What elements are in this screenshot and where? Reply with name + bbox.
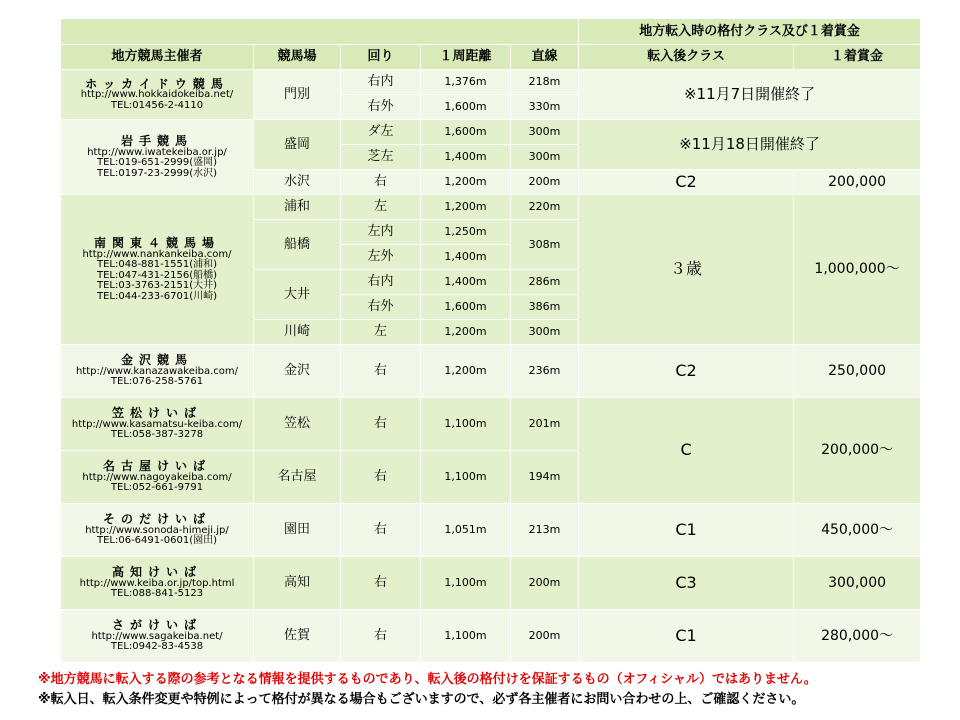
header-group-title: 地方転入時の格付クラス及び１着賞金 — [579, 19, 921, 45]
distance: 1,400m — [421, 270, 511, 295]
col-class: 転入後クラス — [579, 45, 794, 70]
direction: 右 — [341, 557, 421, 610]
course-kasamatsu: 笠松 — [254, 398, 341, 451]
organizer-iwate — [61, 120, 254, 195]
col-distance: １周距離 — [421, 45, 511, 70]
organizer-url[interactable]: http://www.sonoda-himeji.jp/ — [85, 524, 229, 536]
distance: 1,051m — [421, 504, 511, 557]
straight: 201m — [511, 398, 579, 451]
organizer-url[interactable]: http://www.nagoyakeiba.com/ — [82, 471, 232, 483]
direction: 右 — [341, 170, 421, 195]
straight: 236m — [511, 345, 579, 398]
class-kochi: C3 — [579, 557, 794, 610]
distance: 1,100m — [421, 610, 511, 663]
prize-tokai: 200,000～ — [794, 398, 921, 504]
straight: 286m — [511, 270, 579, 295]
prize-kanazawa: 250,000 — [794, 345, 921, 398]
organizer-tel: TEL:0942-83-4538 — [110, 641, 204, 653]
course-urawa: 浦和 — [254, 195, 341, 220]
organizer-name: 南関東４競馬場 — [93, 235, 220, 250]
straight: 218m — [511, 70, 579, 95]
direction: 左内 — [341, 220, 421, 245]
prize-saga: 280,000～ — [794, 610, 921, 663]
organizer-kasamatsu — [61, 398, 254, 451]
organizer-tel: TEL:044-233-6701(川崎) — [96, 290, 217, 302]
organizer-saga — [61, 610, 254, 663]
class-minami-kanto: ３歳 — [579, 195, 794, 345]
organizer-tel: TEL:0197-23-2999(水沢) — [96, 167, 217, 179]
organizer-url[interactable]: http://www.kanazawakeiba.com/ — [75, 365, 239, 377]
distance: 1,200m — [421, 170, 511, 195]
direction: 左 — [341, 195, 421, 220]
direction: 右 — [341, 451, 421, 504]
organizer-name: 名古屋けいば — [102, 459, 211, 474]
class-mizusawa: C2 — [579, 170, 794, 195]
col-direction: 回り — [341, 45, 421, 70]
organizer-url[interactable]: http://www.kasamatsu-keiba.com/ — [71, 418, 243, 430]
straight: 220m — [511, 195, 579, 220]
col-straight: 直線 — [511, 45, 579, 70]
organizer-sonoda — [61, 504, 254, 557]
course-funabashi: 船橋 — [254, 220, 341, 270]
distance: 1,400m — [421, 145, 511, 170]
organizer-name: そのだけいば — [102, 512, 211, 527]
distance: 1,600m — [421, 295, 511, 320]
contact-note: ※転入日、転入条件変更や特例によって格付が異なる場合もございますので、必ず各主催者にお問い合わせの上、ご確認ください。 — [38, 692, 805, 707]
organizer-tel: TEL:076-258-5761 — [110, 376, 204, 388]
course-monbetsu: 門別 — [254, 70, 341, 120]
prize-minami-kanto: 1,000,000～ — [794, 195, 921, 345]
straight: 300m — [511, 320, 579, 345]
course-saga: 佐賀 — [254, 610, 341, 663]
direction: 右 — [341, 504, 421, 557]
organizer-tel: TEL:03-3763-2151(大井) — [96, 280, 217, 292]
organizer-name: 笠松けいば — [111, 406, 202, 421]
straight: 194m — [511, 451, 579, 504]
course-mizusawa: 水沢 — [254, 170, 341, 195]
distance: 1,100m — [421, 398, 511, 451]
direction: 左 — [341, 320, 421, 345]
direction: 右 — [341, 345, 421, 398]
straight: 386m — [511, 295, 579, 320]
organizer-tel: TEL:047-431-2156(船橋) — [96, 269, 217, 281]
straight: 308m — [511, 220, 579, 270]
distance: 1,600m — [421, 120, 511, 145]
distance: 1,400m — [421, 245, 511, 270]
organizer-tel: TEL:058-387-3278 — [110, 429, 204, 441]
distance: 1,200m — [421, 195, 511, 220]
organizer-nagoya — [61, 451, 254, 504]
col-course: 競馬場 — [254, 45, 341, 70]
course-kanazawa: 金沢 — [254, 345, 341, 398]
straight: 200m — [511, 170, 579, 195]
organizer-tel: TEL:048-881-1551(浦和) — [96, 259, 217, 271]
course-sonoda: 園田 — [254, 504, 341, 557]
distance: 1,100m — [421, 451, 511, 504]
organizer-url[interactable]: http://www.nankankeiba.com/ — [82, 248, 232, 260]
distance: 1,200m — [421, 345, 511, 398]
organizer-tel: TEL:01456-2-4110 — [110, 99, 204, 111]
distance: 1,250m — [421, 220, 511, 245]
distance: 1,376m — [421, 70, 511, 95]
prize-kochi: 300,000 — [794, 557, 921, 610]
straight: 200m — [511, 610, 579, 663]
direction: 芝左 — [341, 145, 421, 170]
organizer-tel: TEL:088-841-5123 — [110, 588, 204, 600]
col-prize: １着賞金 — [794, 45, 921, 70]
closed-note-morioka: ※11月18日開催終了 — [579, 120, 921, 170]
direction: 左外 — [341, 245, 421, 270]
closed-note-monbetsu: ※11月7日開催終了 — [579, 70, 921, 120]
direction: 右内 — [341, 270, 421, 295]
col-organizer: 地方競馬主催者 — [61, 45, 254, 70]
direction: 右外 — [341, 295, 421, 320]
direction: ダ左 — [341, 120, 421, 145]
organizer-tel: TEL:06-6491-0601(園田) — [96, 535, 217, 547]
class-sonoda: C1 — [579, 504, 794, 557]
organizer-name: さがけいば — [111, 618, 202, 633]
direction: 右 — [341, 610, 421, 663]
class-saga: C1 — [579, 610, 794, 663]
disclaimer-note: ※地方競馬に転入する際の参考となる情報を提供するものであり、転入後の格付けを保証するもの（オフィシャル）ではありません。 — [38, 672, 817, 687]
organizer-tel: TEL:052-661-9791 — [110, 482, 204, 494]
course-morioka: 盛岡 — [254, 120, 341, 170]
prize-sonoda: 450,000～ — [794, 504, 921, 557]
organizer-name: ホッカイドウ競馬 — [85, 76, 229, 91]
class-kanazawa: C2 — [579, 345, 794, 398]
organizer-minami-kanto — [61, 195, 254, 345]
course-nagoya: 名古屋 — [254, 451, 341, 504]
course-kochi: 高知 — [254, 557, 341, 610]
straight: 330m — [511, 95, 579, 120]
prize-mizusawa: 200,000 — [794, 170, 921, 195]
course-ooi: 大井 — [254, 270, 341, 320]
distance: 1,100m — [421, 557, 511, 610]
direction: 右 — [341, 398, 421, 451]
course-kawasaki: 川崎 — [254, 320, 341, 345]
class-tokai: C — [579, 398, 794, 504]
organizer-name: 高知けいば — [111, 565, 202, 580]
straight: 213m — [511, 504, 579, 557]
organizer-kanazawa — [61, 345, 254, 398]
distance: 1,600m — [421, 95, 511, 120]
organizer-url[interactable]: http://www.keiba.or.jp/top.html — [79, 577, 235, 589]
straight: 300m — [511, 120, 579, 145]
organizer-kochi — [61, 557, 254, 610]
organizer-hokkaido — [61, 70, 254, 120]
organizer-url[interactable]: http://www.hokkaidokeiba.net/ — [80, 89, 234, 101]
transfer-table — [60, 18, 921, 663]
distance: 1,200m — [421, 320, 511, 345]
organizer-url[interactable]: http://www.iwatekeiba.or.jp/ — [87, 146, 227, 158]
straight: 300m — [511, 145, 579, 170]
organizer-tel: TEL:019-651-2999(盛岡) — [96, 157, 217, 169]
header-blank — [61, 19, 579, 45]
straight: 200m — [511, 557, 579, 610]
organizer-url[interactable]: http://www.sagakeiba.net/ — [91, 630, 223, 642]
organizer-name: 岩手競馬 — [120, 133, 193, 148]
organizer-name: 金沢競馬 — [120, 353, 193, 368]
direction: 右外 — [341, 95, 421, 120]
direction: 右内 — [341, 70, 421, 95]
